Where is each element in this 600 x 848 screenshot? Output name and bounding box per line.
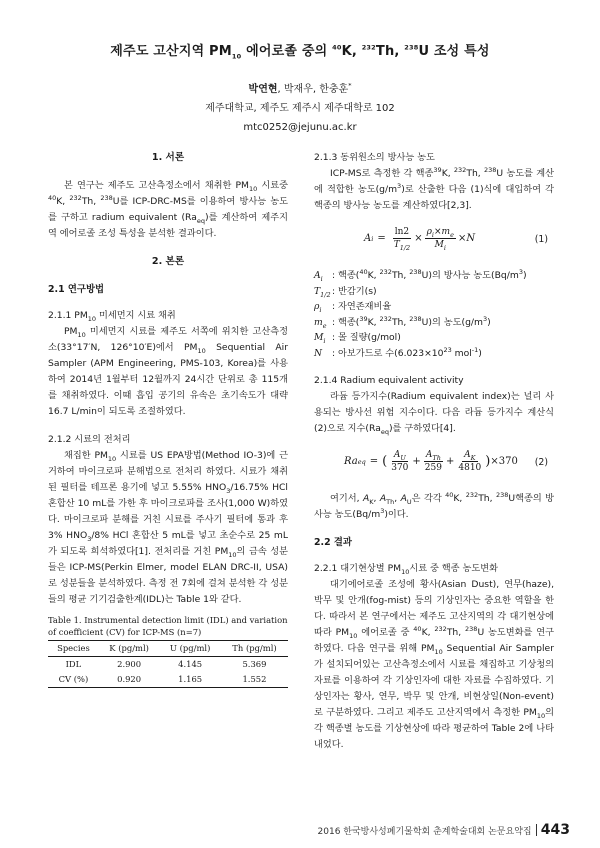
table-header-cell: K (pg/ml) [109,643,149,653]
table-header-cell: U (pg/ml) [169,643,211,653]
page-number: 443 [540,822,570,838]
definition-row: N : 아보가드로 수($6.023\times 10^{23}$ mol$^{-1}$) [314,345,482,359]
paragraph-214b: 여기서, $A_K$, $A_{Th}$, $A_U$은 각각 $^{40}$K, $^{232}$Th, $^{238}$U핵종의 방사능 농도$(Bq/m^3)$이다. [314,490,555,520]
table-cell: 1.165 [178,674,203,684]
table-row [48,657,288,673]
paragraph-211: $PM_{10}$ 미세먼지 시료를 제주도 서쪽에 위치한 고산측정소(33°17′N, 126°10′E)에서 $PM_{10}$ Sequential Air Sampler (APM Engineering, PMS-103, Korea)를 사용하여 2014년 1월부터 12월까지 24시간 단위로 총 115개를 채취하였다. 이때 흡입 공기의 유속은 초기속도가 대략 16.7 L/min이 되도록 조절하였다. [48,326,288,417]
heading-221: 2.2.1 대기현상별 $PM_{10}$시료 중 핵종 농도변화 [314,563,498,576]
right-column [314,150,554,753]
table-cell: CV (%) [58,674,89,684]
table-cell: 2.900 [117,659,142,669]
left-column [48,150,288,688]
heading-214: 2.1.4 Radium equivalent activity [314,375,464,386]
definition-row: $M_i$ : 몰 질량(g/mol) [314,332,401,345]
definition-row: $m_e$ : 핵종($^{39}$K, $^{232}$Th, $^{238}$U)의 농도$(g/m^3)$ [314,314,491,330]
table-header-cell: Th (pg/ml) [232,643,277,653]
paper-title: 제주도 고산지역 $PM_{10}$ 에어로졸 중의 $^{40}$K, $^{232}$Th, $^{238}$U 조성 특성 [110,43,490,61]
page-footer [318,822,570,838]
intro-paragraph: 본 연구는 제주도 고산측정소에서 채취한 $PM_{10}$ 시료중 $^{40}$K, $^{232}$Th, $^{238}$U를 ICP-DRC-MS를 이용하여 방사능 농도를 구하고 radium equivalent $(Ra_{eq})$를 계산하여 제주지역 에어로졸 조성 특성을 분석한 결과이다. [48,180,288,239]
equation-2-number: (2) [534,457,548,468]
paragraph-221: 대기에어로졸 조성에 황사(Asian Dust), 연무(haze), 박무 및 안개(fog-mist) 등의 기상인자는 중요한 역할을 한다. 따라서 본 연구에서는 제주도 고산지역의 각 대기현상에 따라 $PM_{10}$ 에어로졸 중 $^{40}$K, $^{232}$Th, $^{238}$U 농도변화를 연구하였다. 다음 연구를 위해 $PM_{10}$ Sequential Air Sampler가 설치되어있는 고산측정소에서 시료를 채집하고 기상청의 자료를 이용하여 각 기상인자에 대한 자료를 수집하였다. 기상인자는 황사, 연무, 박무 및 안개, 비현상일(Non-event)로 구분하였다. 그리고 제주도 고산지역에서 측정한 $PM_{10}$의 각 핵종별 농도를 기상현상에 따라 평균하여 Table 2에 나타내었다. [314,579,555,750]
author-block [0,80,600,137]
definition-row: $\rho_i$ : 자연존재비율 [314,301,392,314]
equation-1: A i = $\frac{\ln 2}{T_{1/2}}$ × $\frac{\rho_i\times m_e}{M_i}$ × N (1) [364,227,548,252]
heading-211: 2.1.1 $PM_{10}$ 미세먼지 시료 채취 [48,310,176,323]
table-1-caption: Table 1. Instrumental detection limit (IDL) and variation of coefficient (CV) for ICP-MS (n=7) [48,615,288,637]
table-header-row [48,641,288,657]
subsection-results-heading: 2.2 결과 [314,537,352,548]
subsection-methods-heading: 2.1 연구방법 [48,284,105,295]
variable-definitions [314,268,554,361]
paragraph-212: 채집한 $PM_{10}$ 시료를 US EPA방법(Method IO-3)에 근거하여 마이크로파 분해법으로 전처리 하였다. 시료가 채취된 필터를 테프론 용기에 넣고 5.55% $HNO_3/16.75\%$ HCl 혼합산 10 mL를 가한 후 마이크로파를 조사(1,000 W)하였다. 마이크로파 분해를 거친 시료를 주사기 필터에 통과 후 3% $HNO_3/8\%$ HCl 혼합산 5 mL를 넣고 초순수로 25 mL가 되도록 희석하였다[1]. 전처리를 거친 $PM_{10}$의 금속 성분들은 ICP-MS(Perkin Elmer, model ELAN DRC-II, USA)로 성분들을 분석하였다. 측정 전 7회에 걸쳐 분석한 각 성분들의 평균 기기검출한계(IDL)는 Table 1와 같다. [48,450,289,605]
heading-212: 2.1.2 시료의 전처리 [48,434,131,445]
equation-2: Ra eq = ( $\frac{A_U}{370}$ + $\frac{A_{Th}}{259}$ + $\frac{A_K}{4810}$ ) ×370 (2) [344,450,548,473]
section-main-heading: 2. 본론 [151,256,185,267]
table-cell: 1.552 [242,674,267,684]
affiliation: 제주대학교, 제주도 제주시 제주대학로 102 [205,103,395,114]
heading-213: 2.1.3 동위원소의 방사능 농도 [314,152,435,163]
definition-row: $T_{1/2}$ : 반감기(s) [314,285,377,299]
conference-name: 2016 한국방사성폐기물학회 춘계학술대회 논문요약집 [317,826,532,837]
footer-divider [536,824,537,836]
table-cell: 5.369 [242,659,267,669]
definition-row: $A_i$ : 핵종($^{40}$K, $^{232}$Th, $^{238}$U)의 방사능 농도$(Bq/m^3)$ [314,267,527,283]
section-introduction-heading: 1. 서론 [151,152,185,163]
table-header-cell: Species [57,643,90,653]
email: mtc0252@jejunu.ac.kr [243,122,357,133]
paragraph-214: 라듐 등가지수(Radium equivalent index)는 널리 사용되는 방사선 위험 지수이다. 다음 라듐 등가지수 계산식(2)으로 지수$(Ra_{eq})$를 구하였다[4]. [314,391,554,436]
table-row [48,672,288,688]
table-cell: IDL [65,659,82,669]
table-cell: 0.920 [117,674,142,684]
table-1 [48,640,288,688]
table-cell: 4.145 [178,659,203,669]
author-names: 박연현, 박재우, 한충훈* [248,81,352,95]
equation-1-number: (1) [534,234,548,245]
paragraph-213: ICP-MS로 측정한 각 핵종$^{39}$K, $^{232}$Th, $^{238}$U 농도를 계산에 적합한 농도$(g/m^3)$로 산출한 다음 (1)식에 대입하여 각 핵종의 방사능 농도를 계산하였다[2,3]. [314,165,554,211]
